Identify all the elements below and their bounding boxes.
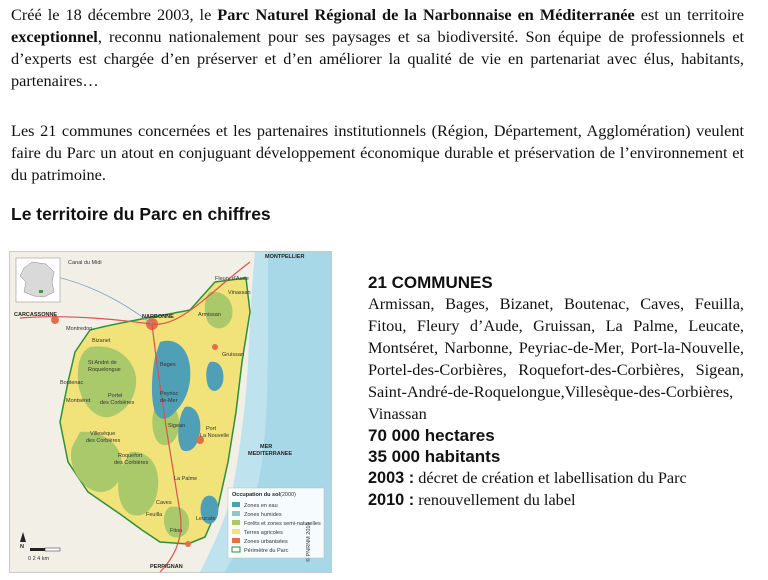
town-armissan: Armissan bbox=[198, 312, 221, 318]
map-credit: © PNRNM 2010 bbox=[306, 522, 312, 562]
town-fleury: Fleury d'Aude bbox=[215, 276, 249, 282]
city-narbonne: NARBONNE bbox=[142, 314, 174, 320]
legend-label: Terres agricoles bbox=[244, 530, 283, 536]
legend-swatch bbox=[232, 520, 240, 525]
communes-list: Armissan, Bages, Bizanet, Boutenac, Caves, Feuilla, Fitou, Fleury d’Aude, Gruissan, La Palme, Leucate, Montséret, Narbonne, Peyriac-de-Mer, Port-la-Nouvelle, Portel-des-Corbières, Roquefort-des-Corbières, Sigean, Saint-André-de-Roquelongue,Villesèque-des-Corbières, Vinassan bbox=[368, 294, 744, 423]
scale-label: 0 2 4 km bbox=[28, 556, 50, 562]
city-carcassonne: CARCASSONNE bbox=[14, 312, 58, 318]
event-2010 bbox=[368, 489, 744, 511]
sea-label-2: MEDITERRANEE bbox=[248, 451, 293, 457]
section-title: Le territoire du Parc en chiffres bbox=[11, 204, 271, 224]
town-villeseque: Villesèque bbox=[90, 431, 116, 437]
legend-label: Périmètre du Parc bbox=[244, 548, 289, 554]
town-la-nouvelle: La Nouvelle bbox=[200, 433, 230, 439]
town-la-palme: La Palme bbox=[174, 476, 198, 482]
legend-label: Zones humides bbox=[244, 512, 282, 518]
town-fitou: Fitou bbox=[170, 528, 183, 534]
legend-label: Zones en eau bbox=[244, 503, 278, 509]
town-portel: Portel bbox=[108, 393, 123, 399]
legend-swatch bbox=[232, 538, 240, 543]
town-boutenac: Boutenac bbox=[60, 380, 84, 386]
event-2003 bbox=[368, 467, 744, 489]
town-portel-2: des Corbières bbox=[100, 400, 135, 406]
event-2003-text: décret de création et labellisation du Parc bbox=[414, 468, 687, 487]
legend-label: Zones urbanisées bbox=[244, 539, 288, 545]
year-2003: 2003 : bbox=[368, 469, 415, 487]
exceptional-word: exceptionnel bbox=[11, 27, 98, 46]
town-montredon: Montredon bbox=[66, 326, 93, 332]
legend-swatch bbox=[232, 502, 240, 507]
figures-panel bbox=[368, 272, 744, 511]
canal-label: Canal du Midi bbox=[68, 260, 102, 266]
town-caves: Caves bbox=[156, 500, 172, 506]
intro-paragraph-1 bbox=[11, 4, 744, 92]
town-port: Port bbox=[206, 426, 217, 432]
legend-label: Forêts et zones semi-naturelles bbox=[244, 521, 321, 527]
park-map bbox=[9, 251, 332, 573]
legend-swatch bbox=[232, 511, 240, 516]
town-peyriac: Peyriac bbox=[160, 391, 179, 397]
sea-label: MER bbox=[260, 444, 273, 450]
town-de-mer: de-Mer bbox=[160, 398, 178, 404]
legend-swatch bbox=[232, 529, 240, 534]
town-roquefort: Roquefort bbox=[118, 453, 143, 459]
town-vinassan: Vinassan bbox=[228, 290, 251, 296]
intro-text-a: Créé le 18 décembre 2003, le bbox=[11, 5, 218, 24]
town-bages: Bages bbox=[160, 362, 176, 368]
communes-title: 21 COMMUNES bbox=[368, 273, 493, 292]
event-2010-text: renouvellement du label bbox=[414, 490, 576, 509]
intro-text-c: , reconnu nationalement pour ses paysages et sa biodiversité. Son équipe de professionnels et d’experts est chargée d’en préserver et d’en améliorer la qualité de vie en partenariat avec élus, habitants, partenaires… bbox=[11, 27, 744, 90]
intro-paragraph-2: Les 21 communes concernées et les partenaires institutionnels (Région, Département, Agglomération) veulent faire du Parc un atout en conjuguant développement économique durable et préservation de l’environnement et du patrimoine. bbox=[11, 121, 744, 184]
habitants-figure: 35 000 habitants bbox=[368, 447, 501, 466]
town-bizanet: Bizanet bbox=[92, 338, 111, 344]
city-perpignan: PERPIGNAN bbox=[150, 564, 183, 570]
town-leucate: Leucate bbox=[196, 516, 216, 522]
city-montpellier: MONTPELLIER bbox=[265, 254, 305, 260]
town-montseret: Montséret bbox=[66, 398, 91, 404]
legend-year: (2000) bbox=[280, 492, 296, 498]
year-2010: 2010 : bbox=[368, 491, 415, 509]
town-feuilla: Feuilla bbox=[146, 512, 163, 518]
legend-title: Occupation du sol bbox=[232, 492, 280, 498]
town-sigean: Sigean bbox=[168, 423, 186, 429]
town-st-andre: St André de bbox=[88, 360, 117, 366]
town-gruissan: Gruissan bbox=[222, 352, 245, 358]
north-arrow-label: N bbox=[20, 544, 24, 550]
town-villeseque-2: des Corbières bbox=[86, 438, 121, 444]
town-roquefort-2: des Corbières bbox=[114, 460, 149, 466]
intro-text-b: est un territoire bbox=[634, 5, 745, 24]
town-roquelongue: Roquelongue bbox=[88, 367, 121, 373]
park-name: Parc Naturel Régional de la Narbonnaise en Méditerranée bbox=[217, 5, 635, 24]
hectares-figure: 70 000 hectares bbox=[368, 426, 495, 445]
